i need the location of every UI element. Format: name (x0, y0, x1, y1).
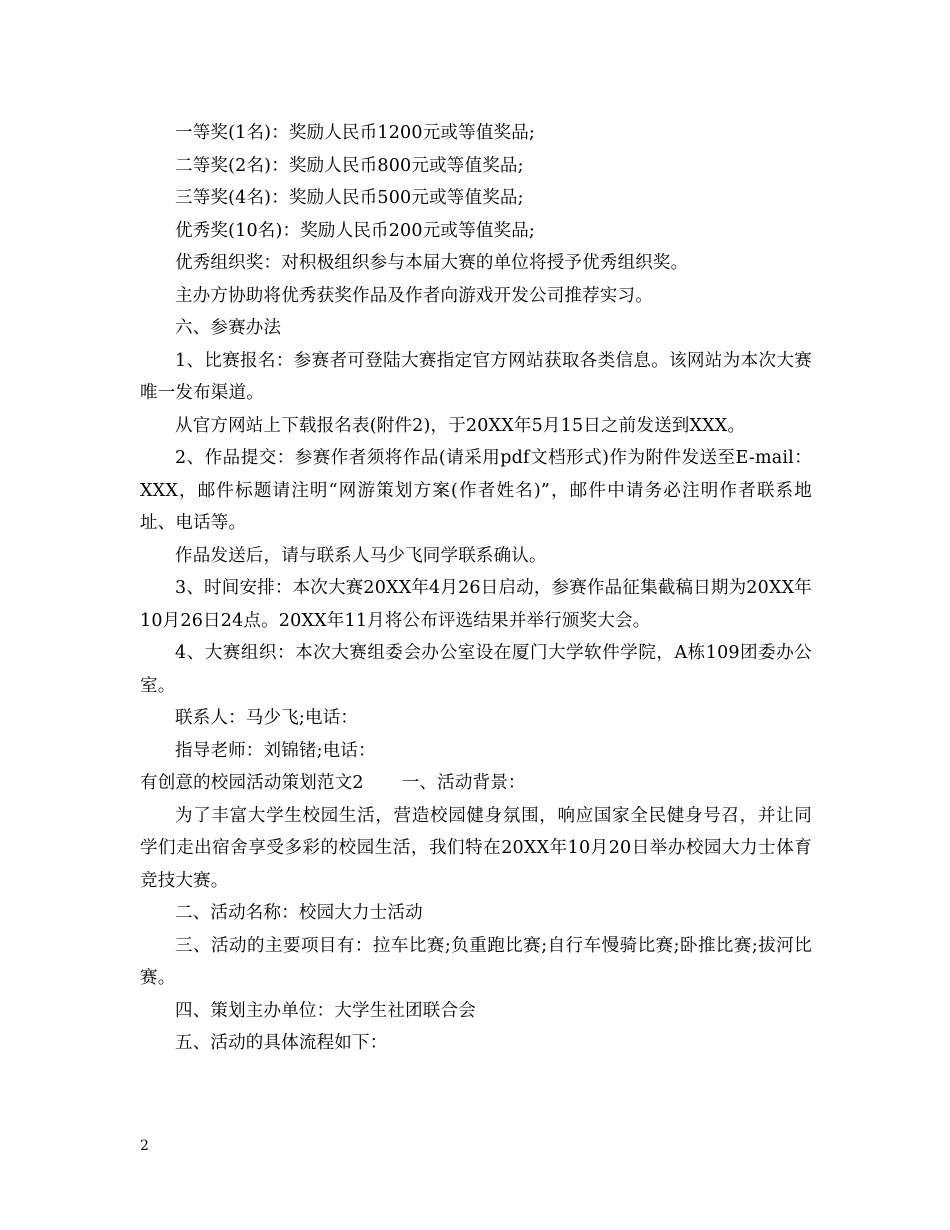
paragraph-organization-prize: 优秀组织奖：对积极组织参与本届大赛的单位将授予优秀组织奖。 (175, 253, 689, 273)
paragraph-background: 为了丰富大学生校园生活，营造校园健身氛围，响应国家全民健身号召，并让同学们走出宿舍享受多彩的校园生活，我们特在20XX年10月20日举办校园大力士体育竞技大赛。 (140, 805, 812, 891)
paragraph-download-form: 从官方网站上下载报名表(附件2)，于20XX年5月15日之前发送到XXX。 (175, 415, 746, 436)
section-title: 有创意的校园活动策划范文2 (140, 773, 364, 793)
section-title-line (140, 767, 812, 800)
paragraph-organizer: 四、策划主办单位：大学生社团联合会 (175, 1000, 476, 1021)
paragraph-submission: 2、作品提交：参赛作者须将作品(请采用pdf文档形式)作为附件发送至E-mail：XXX，邮件标题请注明“网游策划方案(作者姓名)”，邮件中请务必注明作者联系地址、电话等。 (140, 448, 812, 533)
paragraph-confirm: 作品发送后，请与联系人马少飞同学联系确认。 (175, 545, 547, 566)
paragraph-schedule: 3、时间安排：本次大赛20XX年4月26日启动，参赛作品征集截稿日期为20XX年10月26日24点。20XX年11月将公布评选结果并举行颁奖大会。 (140, 578, 812, 631)
paragraph-advisor: 指导老师：刘锦锗;电话： (175, 740, 376, 761)
paragraph-process: 五、活动的具体流程如下： (175, 1033, 388, 1053)
heading-participation: 六、参赛办法 (175, 318, 282, 338)
paragraph-contact: 联系人：马少飞;电话： (175, 708, 359, 728)
paragraph-internship: 主办方协助将优秀获奖作品及作者向游戏开发公司推荐实习。 (175, 285, 653, 306)
paragraph-activity-items: 三、活动的主要项目有：拉车比赛;负重跑比赛;自行车慢骑比赛;卧推比赛;拔河比赛。 (140, 935, 812, 988)
paragraph-second-prize: 二等奖(2名)：奖励人民币800元或等值奖品; (175, 155, 524, 176)
section-first-heading: 一、活动背景： (401, 773, 526, 793)
document-body (140, 117, 812, 1060)
paragraph-excellence-prize: 优秀奖(10名)：奖励人民币200元或等值奖品; (175, 220, 536, 241)
paragraph-organization: 4、大赛组织：本次大赛组委会办公室设在厦门大学软件学院，A栋109团委办公室。 (140, 643, 812, 696)
page-number: 2 (140, 1138, 149, 1154)
paragraph-activity-name: 二、活动名称：校园大力士活动 (175, 903, 423, 923)
paragraph-registration: 1、比赛报名：参赛者可登陆大赛指定官方网站获取各类信息。该网站为本次大赛唯一发布渠道。 (140, 350, 812, 403)
paragraph-first-prize: 一等奖(1名)：奖励人民币1200元或等值奖品; (175, 123, 536, 143)
paragraph-third-prize: 三等奖(4名)：奖励人民币500元或等值奖品; (175, 188, 524, 208)
